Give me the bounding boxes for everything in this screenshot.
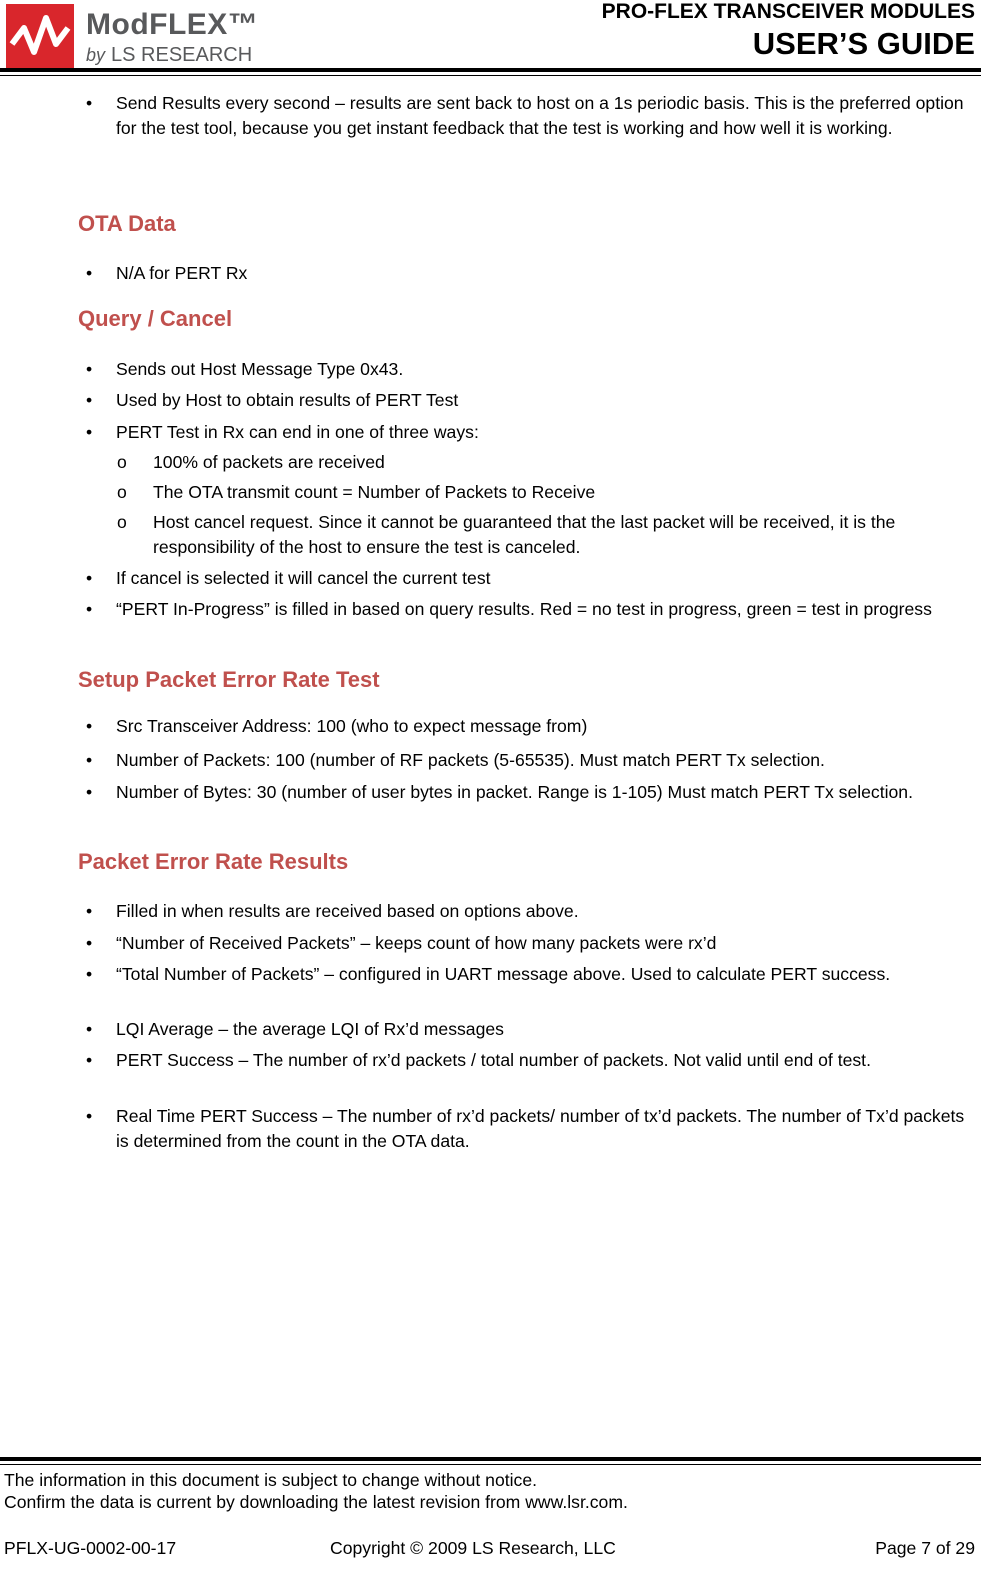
company-logo bbox=[6, 4, 296, 68]
sub-bullet-item bbox=[117, 510, 975, 560]
logo-company: LS RESEARCH bbox=[111, 44, 253, 66]
bullet-dot: • bbox=[86, 750, 93, 770]
bullet-dot: • bbox=[86, 782, 93, 802]
bullet-text: PERT Test in Rx can end in one of three ways: bbox=[116, 422, 479, 442]
section-heading-ota-data: OTA Data bbox=[78, 211, 176, 236]
bullet-text: Used by Host to obtain results of PERT Test bbox=[116, 390, 459, 410]
bullet-dot: • bbox=[86, 1106, 93, 1126]
bullet-item bbox=[86, 780, 976, 805]
bullet-dot: • bbox=[86, 93, 93, 113]
logo-subtitle bbox=[86, 44, 252, 67]
bullet-dot: • bbox=[86, 964, 93, 984]
header-title-line2: USER’S GUIDE bbox=[752, 26, 975, 61]
footer-notice-line2: Confirm the data is current by downloading the latest revision from www.lsr.com. bbox=[4, 1492, 628, 1512]
footer-doc-number: PFLX-UG-0002-00-17 bbox=[4, 1538, 177, 1558]
bullet-text: PERT Success – The number of rx’d packets / total number of packets. Not valid until end of test. bbox=[116, 1050, 871, 1070]
bullet-dot: • bbox=[86, 716, 93, 736]
bullet-text: LQI Average – the average LQI of Rx’d messages bbox=[116, 1019, 504, 1039]
bullet-text: Filled in when results are received based on options above. bbox=[116, 901, 579, 921]
footer-page-number: Page 7 of 29 bbox=[875, 1538, 975, 1558]
section-heading-pert-results: Packet Error Rate Results bbox=[78, 849, 349, 874]
bullet-text: Send Results every second – results are sent back to host on a 1s periodic basis. This is the preferred option for the test tool, because you get instant feedback that the test is working and how well it is working. bbox=[116, 93, 964, 138]
bullet-text: “Total Number of Packets” – configured in UART message above. Used to calculate PERT success. bbox=[116, 964, 891, 984]
logo-by: by bbox=[86, 45, 106, 65]
bullet-item bbox=[86, 420, 976, 445]
bullet-dot: • bbox=[86, 1019, 93, 1039]
modflex-logo-icon bbox=[6, 4, 74, 68]
bullet-item bbox=[86, 1017, 976, 1042]
sub-bullet-marker: o bbox=[117, 482, 127, 502]
bullet-dot: • bbox=[86, 933, 93, 953]
footer-rule-thin bbox=[0, 1464, 981, 1465]
footer-notice-line1: The information in this document is subject to change without notice. bbox=[4, 1470, 537, 1490]
bullet-item bbox=[86, 357, 976, 382]
bullet-item bbox=[86, 714, 976, 739]
bullet-item bbox=[86, 931, 976, 956]
bullet-dot: • bbox=[86, 599, 93, 619]
section-heading-setup-pert: Setup Packet Error Rate Test bbox=[78, 667, 380, 692]
header-rule-thin bbox=[0, 75, 981, 76]
bullet-dot: • bbox=[86, 1050, 93, 1070]
sub-bullet-marker: o bbox=[117, 512, 127, 532]
sub-bullet-item bbox=[117, 480, 975, 505]
section-heading-query-cancel: Query / Cancel bbox=[78, 306, 233, 331]
bullet-item bbox=[86, 566, 976, 591]
bullet-text: If cancel is selected it will cancel the current test bbox=[116, 568, 491, 588]
bullet-item bbox=[86, 748, 976, 773]
bullet-dot: • bbox=[86, 263, 93, 283]
bullet-item bbox=[86, 1048, 976, 1073]
bullet-item bbox=[86, 1104, 976, 1154]
sub-bullet-text: 100% of packets are received bbox=[153, 452, 385, 472]
bullet-text: Src Transceiver Address: 100 (who to expect message from) bbox=[116, 716, 588, 736]
bullet-dot: • bbox=[86, 390, 93, 410]
bullet-text: N/A for PERT Rx bbox=[116, 263, 248, 283]
sub-bullet-text: The OTA transmit count = Number of Packets to Receive bbox=[153, 482, 596, 502]
bullet-dot: • bbox=[86, 901, 93, 921]
bullet-text: Number of Bytes: 30 (number of user bytes in packet. Range is 1-105) Must match PERT Tx selection. bbox=[116, 782, 913, 802]
bullet-text: “Number of Received Packets” – keeps count of how many packets were rx’d bbox=[116, 933, 717, 953]
sub-bullet-item bbox=[117, 450, 975, 475]
sub-bullet-marker: o bbox=[117, 452, 127, 472]
bullet-item bbox=[86, 388, 976, 413]
sub-bullet-text: Host cancel request. Since it cannot be guaranteed that the last packet will be received, it is the responsibility of the host to ensure the test is canceled. bbox=[153, 512, 896, 557]
bullet-dot: • bbox=[86, 422, 93, 442]
bullet-text: Number of Packets: 100 (number of RF packets (5-65535). Must match PERT Tx selection. bbox=[116, 750, 825, 770]
header-title-line1: PRO-FLEX TRANSCEIVER MODULES bbox=[601, 0, 975, 23]
bullet-dot: • bbox=[86, 568, 93, 588]
bullet-text: Real Time PERT Success – The number of rx’d packets/ number of tx’d packets. The number of Tx’d packets is determined from the count in the OTA data. bbox=[116, 1106, 965, 1151]
bullet-text: “PERT In-Progress” is filled in based on query results. Red = no test in progress, green = test in progress bbox=[116, 599, 932, 619]
bullet-item bbox=[86, 91, 976, 141]
bullet-dot: • bbox=[86, 359, 93, 379]
bullet-item bbox=[86, 597, 976, 622]
bullet-item bbox=[86, 261, 976, 286]
bullet-text: Sends out Host Message Type 0x43. bbox=[116, 359, 404, 379]
logo-wordmark: ModFLEX™ bbox=[86, 8, 259, 41]
bullet-item bbox=[86, 899, 976, 924]
bullet-item bbox=[86, 962, 976, 987]
footer-copyright: Copyright © 2009 LS Research, LLC bbox=[330, 1538, 616, 1558]
footer-rule-thick bbox=[0, 1457, 981, 1461]
header-rule-thick bbox=[0, 68, 981, 72]
